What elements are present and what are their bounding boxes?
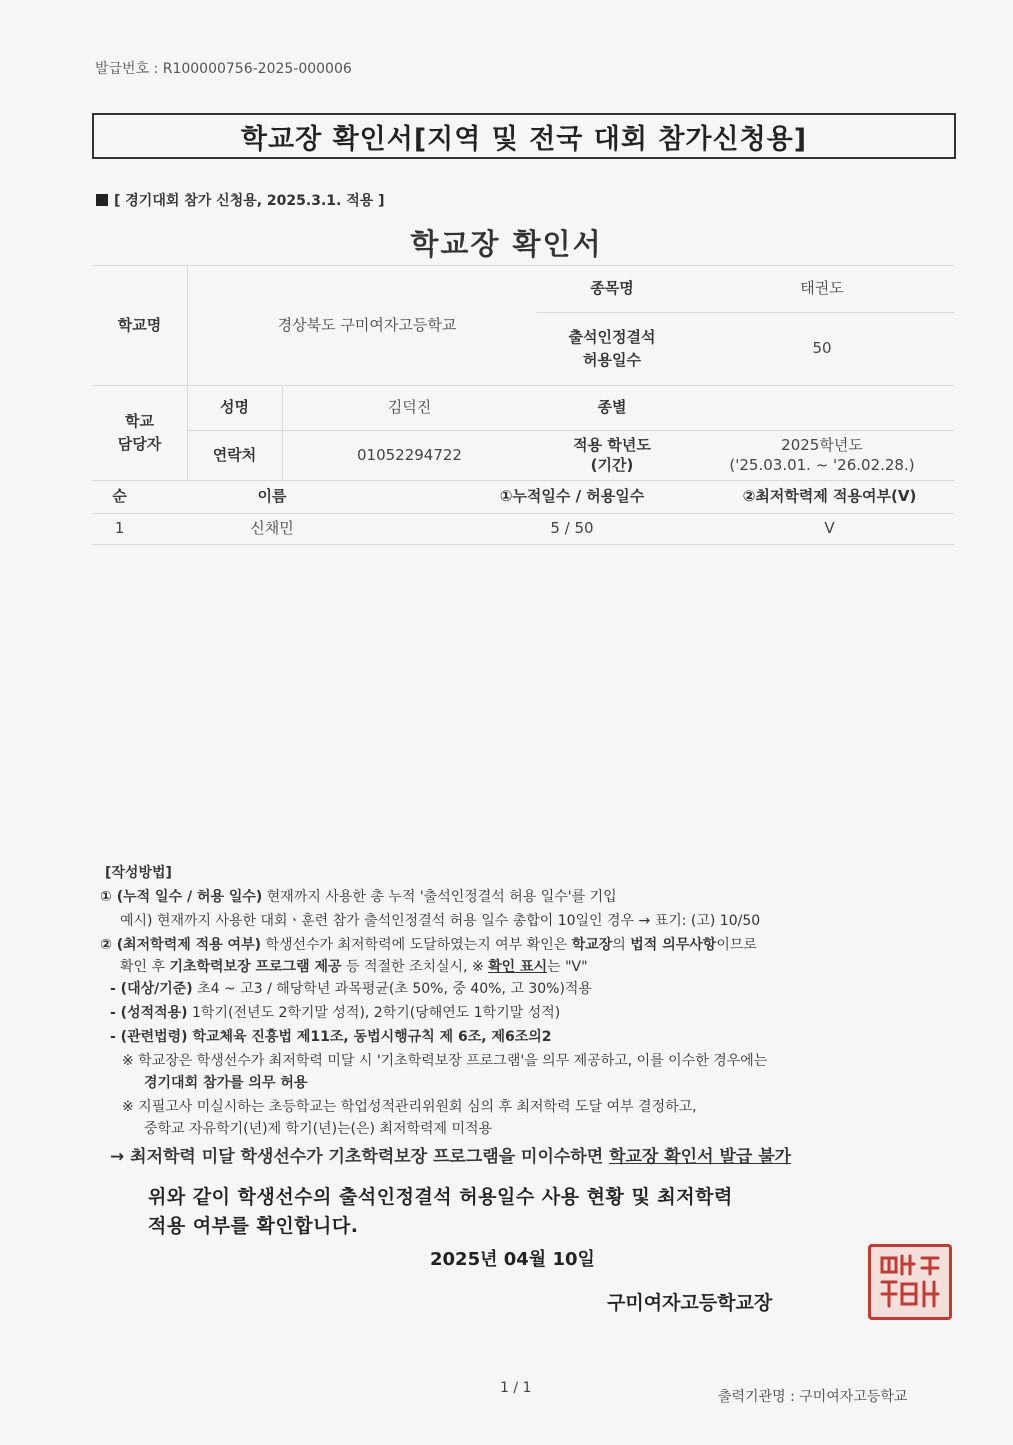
page-number: 1 / 1 (500, 1380, 532, 1396)
instruction-item-2-text: 학생선수가 최저학력에 도달하였는지 여부 확인은 (261, 937, 572, 953)
instruction-sub-1 (110, 978, 592, 998)
allowed-days-label: 출석인정결석 허용일수 (568, 328, 656, 369)
instruction-item-2-line2 (120, 956, 588, 976)
table-border-bottom (92, 544, 954, 545)
instruction-item-1-label: ① (누적 일수 / 허용 일수) (100, 889, 263, 905)
instruction-sub-text: 초4 ~ 고3 / 해당학년 과목평균(초 50%, 중 40%, 고 30%)적용 (192, 981, 592, 997)
instruction-note-1-line2: 경기대회 참가를 의무 허용 (144, 1075, 308, 1091)
category-value (722, 385, 922, 430)
document-title: 학교장 확인서 (410, 227, 603, 261)
arrow-note-underline: 학교장 확인서 발급 불가 (609, 1147, 792, 1167)
school-value: 경상북도 구미여자고등학교 (277, 315, 457, 334)
instruction-sub-3 (110, 1026, 552, 1046)
instruction-item-1-text: 현재까지 사용한 총 누적 '출석인정결석 허용 일수'를 기입 (262, 889, 617, 905)
manager-label: 학교 담당자 (117, 412, 162, 453)
instruction-text: 확인 후 (120, 959, 170, 975)
student-header-no: 순 (112, 487, 127, 506)
output-organization: 출력기관명 : 구미여자고등학교 (718, 1389, 908, 1405)
instruction-sub-2 (110, 1002, 560, 1022)
instruction-sub-label: - (관련법령) (110, 1029, 188, 1045)
issue-date: 2025년 04월 10일 (430, 1249, 595, 1270)
student-header-days: ①누적일수 / 허용일수 (499, 487, 645, 506)
instruction-item-2-bold: 학교장 (571, 937, 613, 953)
instruction-item-1-example: 예시) 현재까지 사용한 대회ㆍ훈련 참가 출석인정결석 허용 일수 총합이 10일인 경우 → 표기: (고) 10/50 (120, 913, 761, 929)
instructions-heading: [작성방법] (105, 865, 172, 881)
instruction-item-2-label: ② (최저학력제 적용 여부) (100, 937, 261, 953)
contact-label: 연락처 (212, 445, 257, 464)
instruction-underline: 확인 표시 (488, 959, 548, 975)
year-value: 2025학년도 ('25.03.01. ~ '26.02.28.) (729, 435, 915, 474)
instructions (100, 862, 960, 1182)
event-label: 종목명 (590, 279, 634, 298)
instruction-note-1-line1: ※ 학교장은 학생선수가 최저학력 미달 시 '기초학력보장 프로그램'을 의무 제공하고, 이를 이수한 경우에는 (122, 1053, 768, 1069)
student-row-applied: V (824, 519, 835, 538)
arrow-note-text: → 최저학력 미달 학생선수가 기초학력보장 프로그램을 미이수하면 (110, 1147, 610, 1167)
instruction-text: 는 "V" (547, 959, 588, 975)
instruction-sub-text: 학교체육 진흥법 제11조, 동법시행규칙 제 6조, 제6조의2 (187, 1029, 552, 1045)
student-row-days: 5 / 50 (550, 519, 594, 538)
banner-title: 학교장 확인서[지역 및 전국 대회 참가신청용] (92, 113, 956, 159)
instruction-item-2-bold: 법적 의무사항 (630, 937, 717, 953)
instruction-item-1 (100, 886, 617, 906)
instruction-sub-text: 1학기(전년도 2학기말 성적), 2학기(당해연도 1학기말 성적) (187, 1005, 561, 1021)
name-value: 김덕진 (387, 398, 432, 417)
square-bullet-icon (96, 194, 108, 206)
student-header-applied: ②최저학력제 적용여부(V) (742, 487, 917, 506)
instruction-bold: 기초학력보장 프로그램 제공 (169, 959, 342, 975)
school-label: 학교명 (117, 315, 162, 334)
instruction-arrow-note (110, 1142, 791, 1167)
confirmation-line-1: 위와 같이 학생선수의 출석인정결석 허용일수 사용 현황 및 최저학력 (148, 1186, 733, 1208)
student-header-name: 이름 (257, 487, 287, 506)
instruction-note-2-line1: ※ 지필고사 미실시하는 초등학교는 학업성적관리위원회 심의 후 최저학력 도달 여부 결정하고, (122, 1099, 697, 1115)
event-value: 태권도 (800, 279, 844, 298)
instruction-note-2-line2: 중학교 자유학기(년)제 학기(년)는(은) 최저학력제 미적용 (144, 1121, 493, 1137)
instruction-text: 등 적절한 조치실시, ※ (341, 959, 489, 975)
name-label: 성명 (220, 398, 249, 417)
subtitle-text: [ 경기대회 참가 신청용, 2025.3.1. 적용 ] (114, 193, 385, 209)
instruction-item-2 (100, 934, 757, 954)
subtitle (96, 190, 385, 210)
contact-value: 01052294722 (357, 445, 462, 464)
student-row-no: 1 (114, 519, 125, 538)
instruction-item-2-text: 이므로 (716, 937, 757, 953)
year-label: 적용 학년도 (기간) (573, 435, 651, 474)
allowed-days-value: 50 (812, 339, 832, 358)
official-seal-icon (868, 1244, 952, 1320)
category-label: 종별 (597, 398, 627, 417)
principal-name: 구미여자고등학교장 (607, 1292, 773, 1314)
instruction-sub-label: - (성적적용) (110, 1005, 188, 1021)
instruction-sub-label: - (대상/기준) (110, 981, 193, 997)
confirmation-form-table (92, 265, 954, 545)
issue-number: 발급번호 : R100000756-2025-000006 (95, 61, 352, 77)
instruction-item-2-text: 의 (612, 937, 631, 953)
student-row-name: 신채민 (250, 519, 294, 538)
confirmation-line-2: 적용 여부를 확인합니다. (148, 1215, 359, 1237)
